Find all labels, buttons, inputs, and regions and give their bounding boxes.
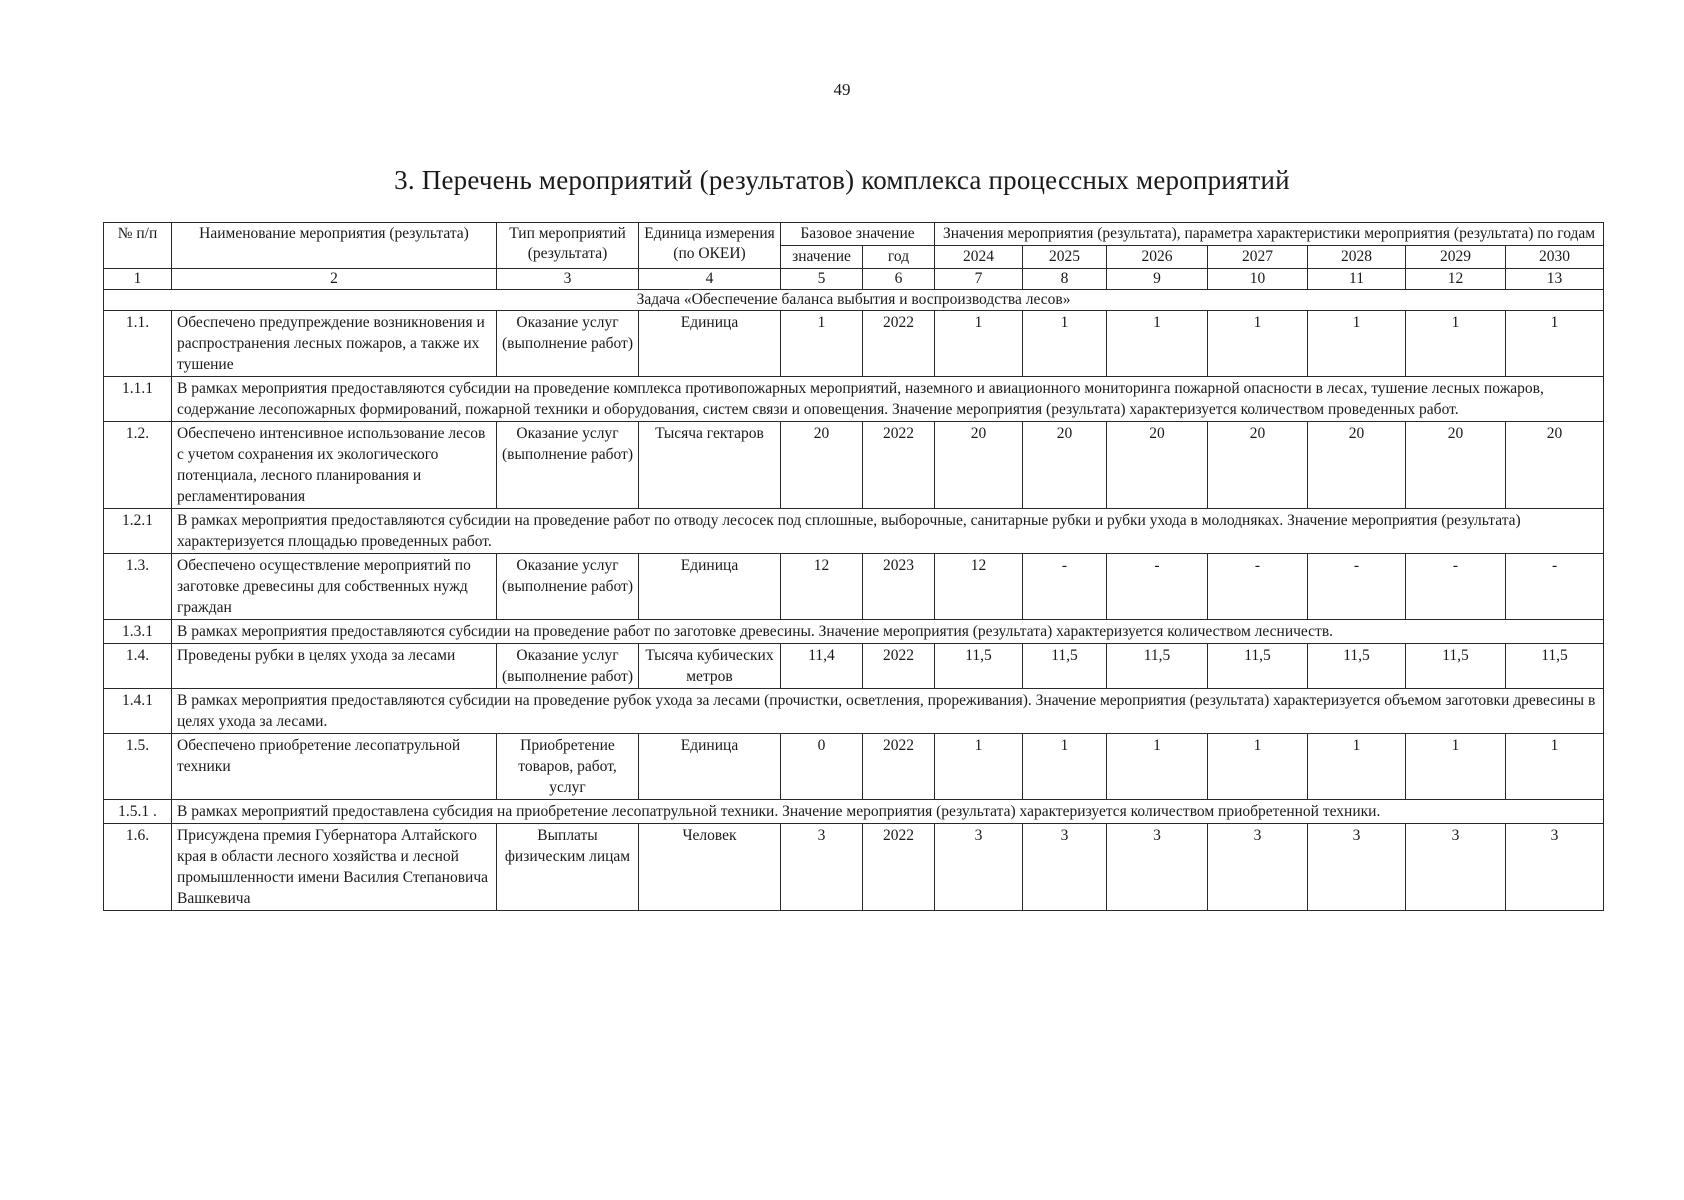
description-text: В рамках мероприятия предоставляются субсидии на проведение рубок ухода за лесами (прочистки, осветления, прореживания). Значение мероприятия (результата) характеризуется объемом заготовки древесины в целях ухода за лесами. [172, 689, 1604, 734]
column-number: 3 [497, 269, 639, 290]
header-year: 2028 [1308, 246, 1406, 269]
year-value-cell: - [1406, 554, 1506, 620]
base-value-cell: 11,4 [781, 644, 863, 689]
header-base: Базовое значение [781, 223, 935, 246]
header-unit: Единица измерения (по ОКЕИ) [639, 223, 781, 269]
activity-name: Проведены рубки в целях ухода за лесами [172, 644, 497, 689]
year-value-cell: 20 [935, 422, 1023, 509]
table-header [104, 223, 1604, 269]
year-value-cell: 3 [935, 824, 1023, 911]
year-value-cell: 3 [1406, 824, 1506, 911]
year-value-cell: 1 [1308, 311, 1406, 377]
unit-cell: Единица [639, 554, 781, 620]
year-value-cell: 1 [1308, 734, 1406, 800]
year-value-cell: - [1208, 554, 1308, 620]
description-row [104, 689, 1604, 734]
base-year-cell: 2022 [863, 422, 935, 509]
activity-type: Оказание услуг (выполнение работ) [497, 554, 639, 620]
year-value-cell: 1 [935, 311, 1023, 377]
column-number: 5 [781, 269, 863, 290]
column-number: 6 [863, 269, 935, 290]
year-value-cell: 3 [1208, 824, 1308, 911]
description-row [104, 509, 1604, 554]
description-index: 1.1.1 [104, 377, 172, 422]
table-row [104, 734, 1604, 800]
base-year-cell: 2023 [863, 554, 935, 620]
unit-cell: Единица [639, 311, 781, 377]
description-text: В рамках мероприятий предоставлена субсидия на приобретение лесопатрульной техники. Значение мероприятия (результата) характеризуется количеством приобретенной техники. [172, 800, 1604, 824]
activity-name: Обеспечено предупреждение возникновения и распространения лесных пожаров, а также их тушение [172, 311, 497, 377]
column-number: 7 [935, 269, 1023, 290]
year-value-cell: 3 [1023, 824, 1107, 911]
table-row [104, 311, 1604, 377]
activity-name: Обеспечено интенсивное использование лесов с учетом сохранения их экологического потенциала, лесного планирования и регламентирования [172, 422, 497, 509]
header-base-year: год [863, 246, 935, 269]
description-row [104, 620, 1604, 644]
table-row [104, 554, 1604, 620]
description-index: 1.4.1 [104, 689, 172, 734]
year-value-cell: 20 [1023, 422, 1107, 509]
description-text: В рамках мероприятия предоставляются субсидии на проведение работ по отводу лесосек под сплошные, выборочные, санитарные рубки и рубки ухода в молодняках. Значение мероприятия (результата) характеризуется площадью проведенных работ. [172, 509, 1604, 554]
header-year: 2025 [1023, 246, 1107, 269]
unit-cell: Тысяча гектаров [639, 422, 781, 509]
base-value-cell: 3 [781, 824, 863, 911]
table-row [104, 422, 1604, 509]
year-value-cell: 1 [1406, 734, 1506, 800]
year-value-cell: 20 [1506, 422, 1604, 509]
year-value-cell: 1 [1406, 311, 1506, 377]
year-value-cell: 11,5 [1208, 644, 1308, 689]
header-name: Наименование мероприятия (результата) [172, 223, 497, 269]
table-row [104, 824, 1604, 911]
activities-table [103, 222, 1604, 911]
description-row [104, 377, 1604, 422]
base-year-cell: 2022 [863, 824, 935, 911]
page-number: 49 [833, 80, 851, 99]
row-index: 1.1. [104, 311, 172, 377]
column-number: 10 [1208, 269, 1308, 290]
year-value-cell: 11,5 [1506, 644, 1604, 689]
year-value-cell: 1 [1506, 734, 1604, 800]
header-year: 2027 [1208, 246, 1308, 269]
year-value-cell: 1 [935, 734, 1023, 800]
task-row [104, 290, 1604, 311]
year-value-cell: 1 [1023, 734, 1107, 800]
activity-type: Приобретение товаров, работ, услуг [497, 734, 639, 800]
base-value-cell: 0 [781, 734, 863, 800]
header-year: 2029 [1406, 246, 1506, 269]
base-value-cell: 1 [781, 311, 863, 377]
year-value-cell: 20 [1107, 422, 1208, 509]
base-value-cell: 20 [781, 422, 863, 509]
column-number: 9 [1107, 269, 1208, 290]
year-value-cell: 1 [1506, 311, 1604, 377]
year-value-cell: 20 [1406, 422, 1506, 509]
year-value-cell: - [1308, 554, 1406, 620]
year-value-cell: - [1023, 554, 1107, 620]
year-value-cell: 20 [1208, 422, 1308, 509]
base-year-cell: 2022 [863, 311, 935, 377]
activity-type: Оказание услуг (выполнение работ) [497, 422, 639, 509]
activity-name: Обеспечено приобретение лесопатрульной техники [172, 734, 497, 800]
column-number: 2 [172, 269, 497, 290]
header-year: 2030 [1506, 246, 1604, 269]
task-title: Задача «Обеспечение баланса выбытия и воспроизводства лесов» [104, 290, 1604, 311]
activity-type: Оказание услуг (выполнение работ) [497, 644, 639, 689]
table-row [104, 644, 1604, 689]
description-row [104, 800, 1604, 824]
description-index: 1.3.1 [104, 620, 172, 644]
row-index: 1.3. [104, 554, 172, 620]
header-num: № п/п [104, 223, 172, 269]
unit-cell: Человек [639, 824, 781, 911]
row-index: 1.6. [104, 824, 172, 911]
description-index: 1.2.1 [104, 509, 172, 554]
year-value-cell: 1 [1107, 311, 1208, 377]
column-number: 13 [1506, 269, 1604, 290]
description-text: В рамках мероприятия предоставляются субсидии на проведение комплекса противопожарных мероприятий, наземного и авиационного мониторинга пожарной опасности в лесах, тушение лесных пожаров, содержание лесопожарных формирований, пожарной техники и оборудования, систем связи и оповещения. Значение мероприятия (результата) характеризуется количеством проведенных работ. [172, 377, 1604, 422]
year-value-cell: - [1107, 554, 1208, 620]
year-value-cell: 11,5 [1308, 644, 1406, 689]
year-value-cell: 1 [1023, 311, 1107, 377]
year-value-cell: 1 [1208, 311, 1308, 377]
column-number: 11 [1308, 269, 1406, 290]
year-value-cell: 11,5 [1023, 644, 1107, 689]
column-number: 1 [104, 269, 172, 290]
row-index: 1.2. [104, 422, 172, 509]
year-value-cell: 3 [1506, 824, 1604, 911]
header-values: Значения мероприятия (результата), параметра характеристики мероприятия (результата) по годам [935, 223, 1604, 246]
description-text: В рамках мероприятия предоставляются субсидии на проведение работ по заготовке древесины. Значение мероприятия (результата) характеризуется количеством лесничеств. [172, 620, 1604, 644]
year-value-cell: 1 [1208, 734, 1308, 800]
header-year: 2024 [935, 246, 1023, 269]
year-value-cell: 12 [935, 554, 1023, 620]
year-value-cell: 11,5 [1406, 644, 1506, 689]
base-value-cell: 12 [781, 554, 863, 620]
year-value-cell: 3 [1308, 824, 1406, 911]
activity-name: Обеспечено осуществление мероприятий по заготовке древесины для собственных нужд граждан [172, 554, 497, 620]
header-type: Тип мероприятий (результата) [497, 223, 639, 269]
header-year: 2026 [1107, 246, 1208, 269]
row-index: 1.5. [104, 734, 172, 800]
year-value-cell: 3 [1107, 824, 1208, 911]
year-value-cell: 11,5 [935, 644, 1023, 689]
unit-cell: Тысяча кубических метров [639, 644, 781, 689]
column-numbers-row [104, 269, 1604, 290]
column-number: 12 [1406, 269, 1506, 290]
description-index: 1.5.1 . [104, 800, 172, 824]
activity-name: Присуждена премия Губернатора Алтайского края в области лесного хозяйства и лесной промышленности имени Василия Степановича Вашкевича [172, 824, 497, 911]
header-base-value: значение [781, 246, 863, 269]
column-number: 8 [1023, 269, 1107, 290]
year-value-cell: 1 [1107, 734, 1208, 800]
activity-type: Выплаты физическим лицам [497, 824, 639, 911]
year-value-cell: 11,5 [1107, 644, 1208, 689]
unit-cell: Единица [639, 734, 781, 800]
section-title: 3. Перечень мероприятий (результатов) комплекса процессных мероприятий [394, 165, 1290, 195]
base-year-cell: 2022 [863, 734, 935, 800]
year-value-cell: - [1506, 554, 1604, 620]
column-number: 4 [639, 269, 781, 290]
year-value-cell: 20 [1308, 422, 1406, 509]
row-index: 1.4. [104, 644, 172, 689]
activity-type: Оказание услуг (выполнение работ) [497, 311, 639, 377]
base-year-cell: 2022 [863, 644, 935, 689]
